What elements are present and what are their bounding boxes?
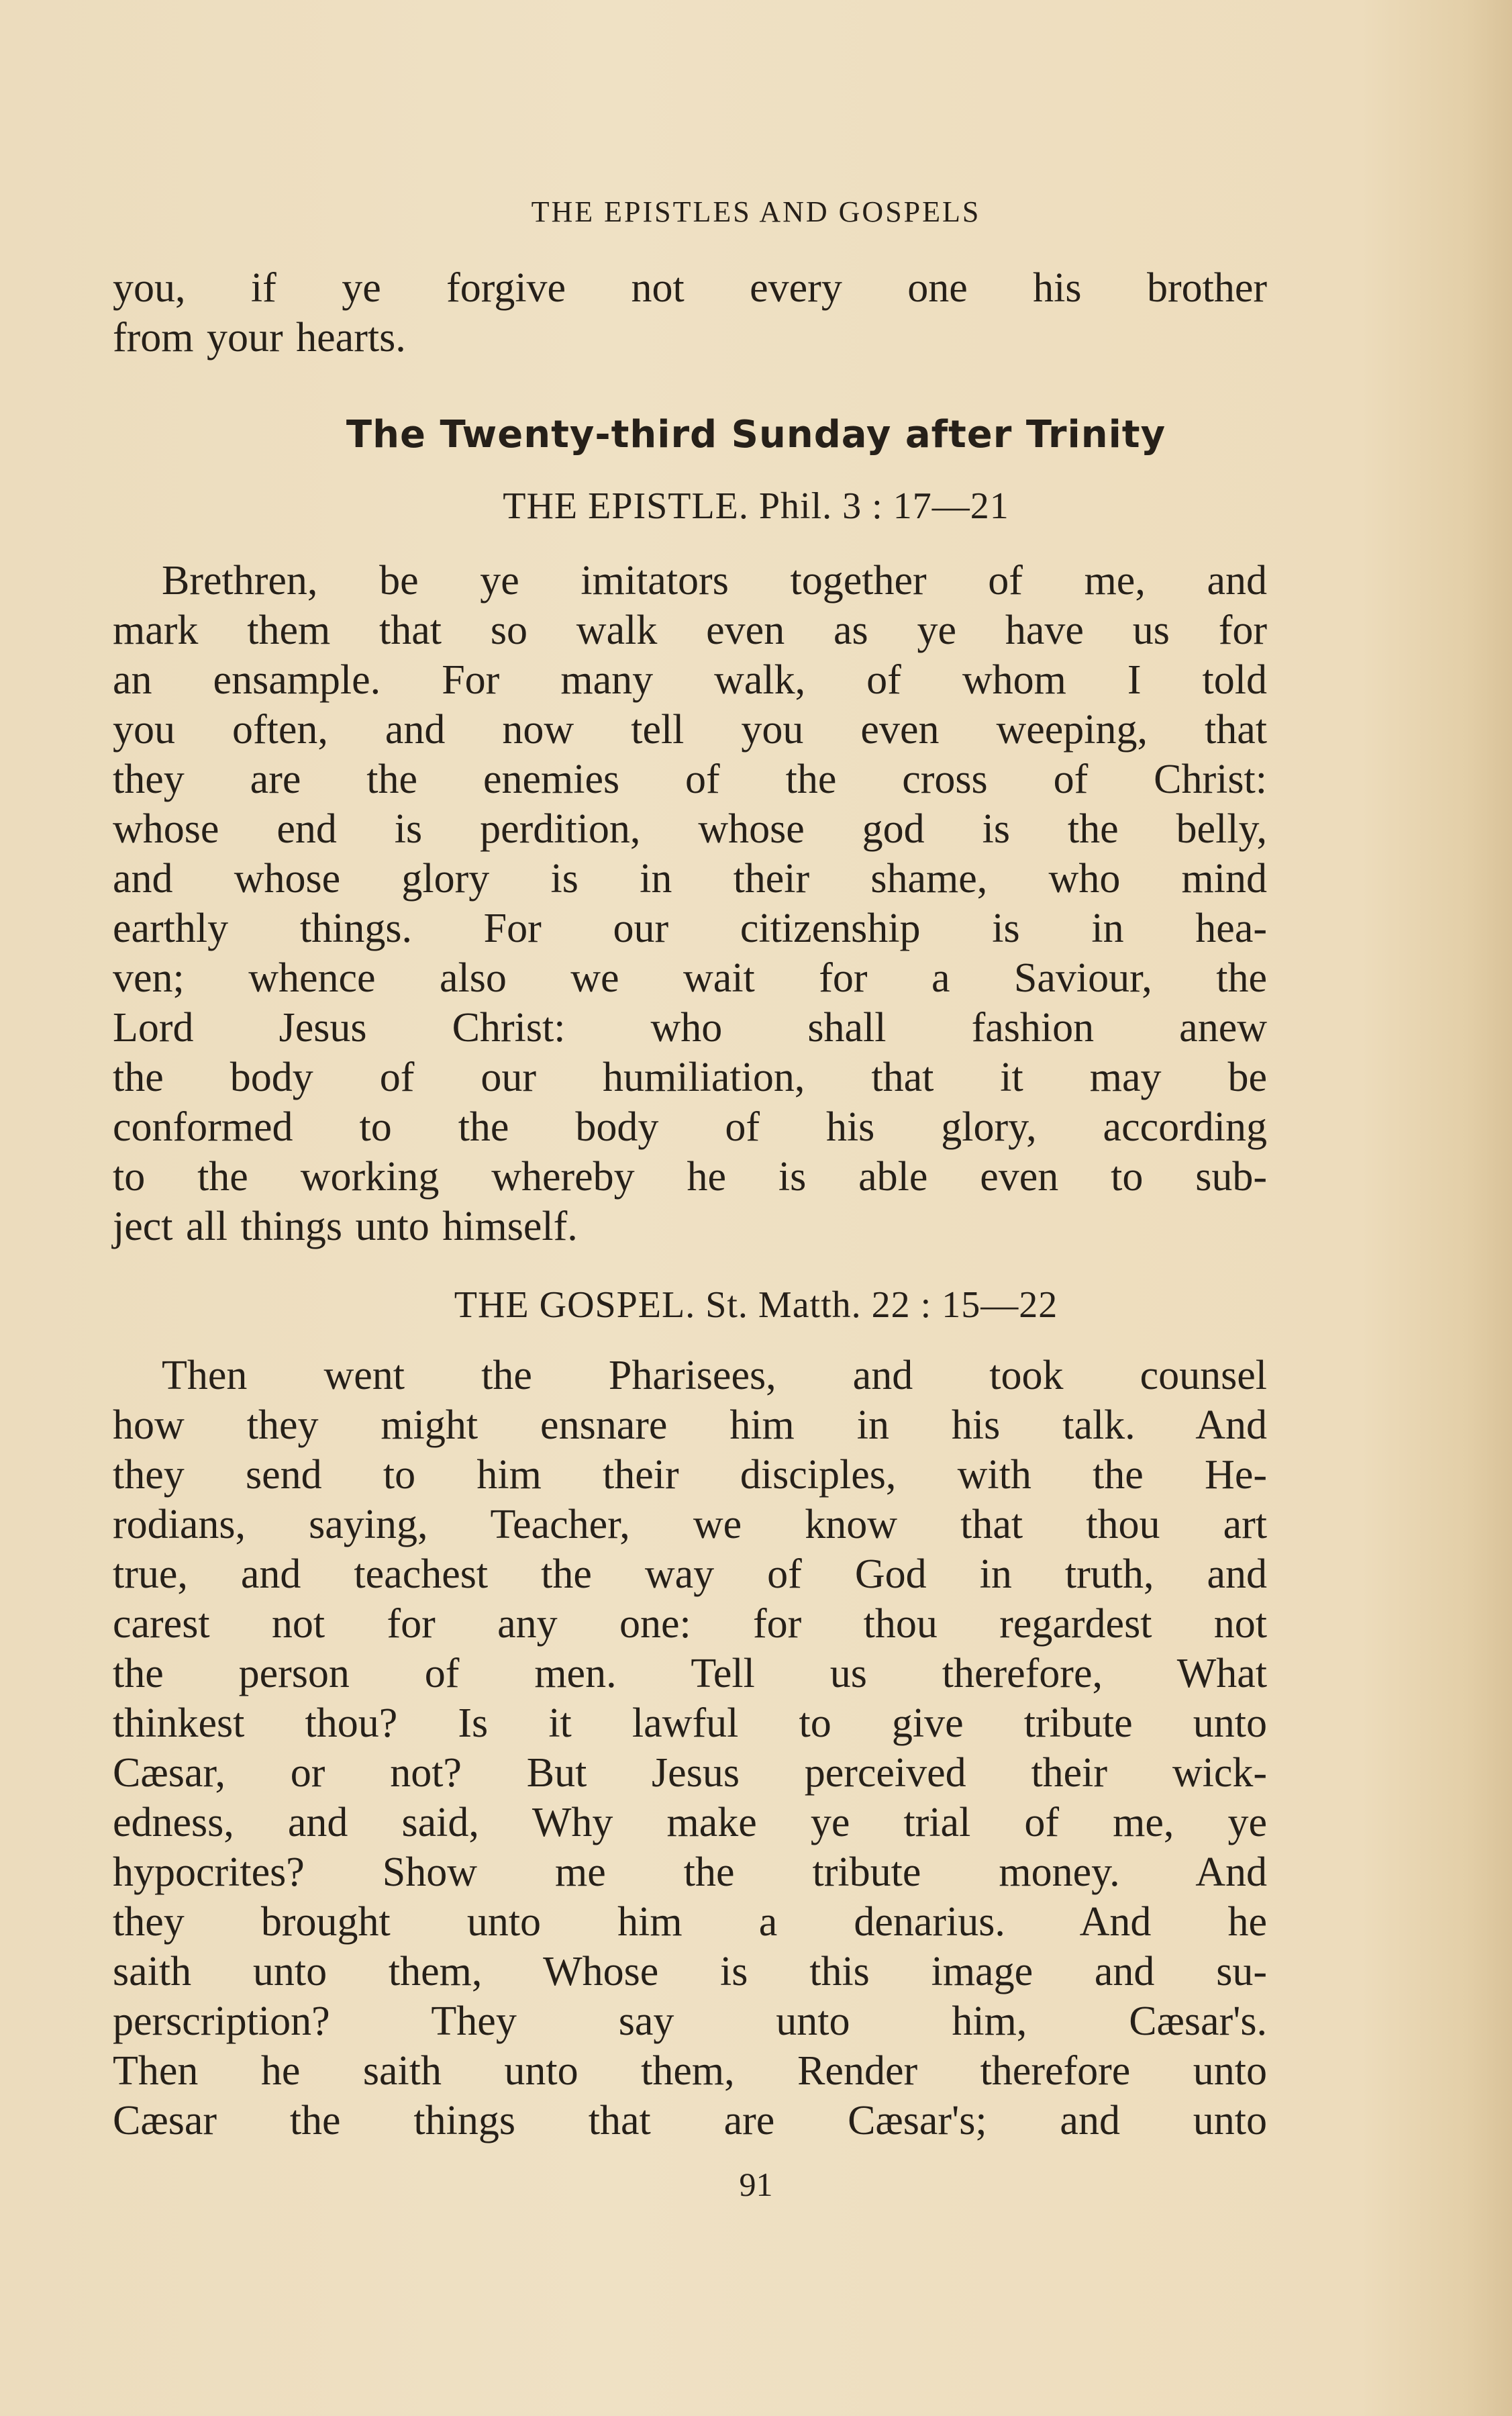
text-line: to the working whereby he is able even to sub- bbox=[113, 1154, 1267, 1200]
text-line: ven; whence also we wait for a Saviour, the bbox=[113, 955, 1267, 1001]
running-head: THE EPISTLES AND GOSPELS bbox=[531, 195, 981, 228]
text-line: from your hearts. bbox=[113, 315, 406, 360]
text-line: saith unto them, Whose is this image and su- bbox=[113, 1949, 1267, 1994]
text-line: Then he saith unto them, Render therefore unto bbox=[113, 2048, 1267, 2094]
epistle-paragraph bbox=[113, 556, 1267, 1251]
text-line: you, if ye forgive not every one his brother bbox=[113, 265, 1267, 311]
text-line: edness, and said, Why make ye trial of me, ye bbox=[113, 1800, 1267, 1845]
text-line: Then went the Pharisees, and took counsel bbox=[162, 1353, 1267, 1398]
text-line: rodians, saying, Teacher, we know that thou art bbox=[113, 1502, 1267, 1547]
text-line: the body of our humiliation, that it may be bbox=[113, 1055, 1267, 1100]
page-number: 91 bbox=[739, 2166, 773, 2203]
text-line: thinkest thou? Is it lawful to give tribute unto bbox=[113, 1700, 1267, 1746]
section-heading: The Twenty-third Sunday after Trinity bbox=[346, 413, 1166, 456]
gospel-paragraph bbox=[113, 1351, 1267, 2145]
text-line: the person of men. Tell us therefore, What bbox=[113, 1651, 1267, 1696]
text-line: Lord Jesus Christ: who shall fashion anew bbox=[113, 1005, 1267, 1051]
continuation-paragraph bbox=[113, 263, 1267, 363]
text-line: mark them that so walk even as ye have us for bbox=[113, 608, 1267, 653]
text-line: earthly things. For our citizenship is in hea- bbox=[113, 906, 1267, 951]
text-line: Cæsar the things that are Cæsar's; and unto bbox=[113, 2098, 1267, 2143]
text-line: hypocrites? Show me the tribute money. And bbox=[113, 1849, 1267, 1895]
text-line: ject all things unto himself. bbox=[113, 1204, 578, 1249]
text-line: whose end is perdition, whose god is the belly, bbox=[113, 806, 1267, 852]
text-line: they brought unto him a denarius. And he bbox=[113, 1899, 1267, 1945]
text-line: they are the enemies of the cross of Christ: bbox=[113, 757, 1267, 802]
text-line: and whose glory is in their shame, who mind bbox=[113, 856, 1267, 902]
text-line: perscription? They say unto him, Cæsar's. bbox=[113, 1998, 1267, 2044]
text-line: an ensample. For many walk, of whom I told bbox=[113, 657, 1267, 703]
text-line: carest not for any one: for thou regardest not bbox=[113, 1601, 1267, 1647]
text-line: conformed to the body of his glory, according bbox=[113, 1104, 1267, 1150]
text-line: how they might ensnare him in his talk. And bbox=[113, 1402, 1267, 1448]
text-line: Brethren, be ye imitators together of me, and bbox=[162, 558, 1267, 603]
gospel-reference: THE GOSPEL. St. Matth. 22 : 15—22 bbox=[454, 1284, 1058, 1326]
text-line: you often, and now tell you even weeping, that bbox=[113, 707, 1267, 753]
text-line: they send to him their disciples, with the He- bbox=[113, 1452, 1267, 1498]
text-line: true, and teachest the way of God in truth, and bbox=[113, 1551, 1267, 1597]
epistle-reference: THE EPISTLE. Phil. 3 : 17—21 bbox=[503, 485, 1009, 527]
text-line: Cæsar, or not? But Jesus perceived their wick- bbox=[113, 1750, 1267, 1796]
